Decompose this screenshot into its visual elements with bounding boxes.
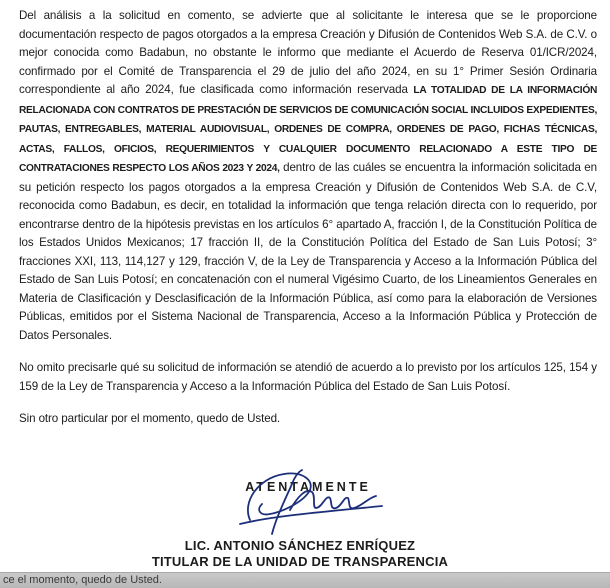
paragraph-farewell: Sin otro particular por el momento, quedo de Usted.: [19, 412, 281, 425]
closing-salutation: ATENTAMENTE: [245, 480, 371, 494]
paragraph-legal-basis: No omito precisarle qué su solicitud de información se atendió de acuerdo a lo previsto por los artículos 125, 154 y 159 de la Ley de Transparencia y Acceso a la Información Pública del Estado de San Luis Potosí.: [19, 361, 597, 393]
underlying-page-fragment: ce el momento, quedo de Usted.: [3, 574, 162, 586]
reserved-information-scope: LA TOTALIDAD DE LA INFORMACIÓN RELACIONADA CON CONTRATOS DE PRESTACIÓN DE SERVICIOS DE COMUNICACIÓN SOCIAL INCLUIDOS EXPEDIENTES, PAUTAS, ENTREGABLES, MATERIAL AUDIOVISUAL, ORDENES DE COMPRA, ORDENES DE PAGO, FICHAS TÉCNICAS, ACTAS, FALLOS, OFICIOS, REQUERIMIENTOS Y CUALQUIER DOCUMENTO RELACIONADO A ESTE TIPO DE CONTRATACIONES RESPECTO LOS AÑOS 2023 Y 2024,: [19, 85, 597, 174]
paragraph-analysis-rest: dentro de las cuáles se encuentra la información solicitada en su petición respecto los pagos otorgados a la empresa Creación y Difusión de Contenidos Web S.A. de C.V, reconocida como Badabun, es decir, en totalidad la información que tenga relación directa con lo requerido, por encontrarse dentro de la hipótesis previstas en los artículos 6° apartado A, fracción I, de la Constitución Política de los Estados Unidos Mexicanos; 17 fracción II, de la Constitución Política del Estado de San Luis Potosí; 3° fracciones XXI, 113, 114,127 y 129, fracción V, de la Ley de Transparencia y Acceso a la Información Pública del Estado de San Luis Potosí; en concatenación con el numeral Vigésimo Cuarto, de los Lineamientos Generales en Materia de Clasificación y Desclasificación de la Información Pública, así como para la elaboración de Versiones Públicas, emitidos por el Sistema Nacional de Transparencia, Acceso a la Información Pública y Protección de Datos Personales.: [19, 161, 597, 342]
paragraph-analysis-lead: Del análisis a la solicitud en comento, se advierte que al solicitante le interesa que se le proporcione documentación respecto de pagos otorgados a la empresa Creación y Difusión de Contenidos Web S.A. de C.V. o mejor conocida como Badabun, no obstante le informo que mediante el Acuerdo de Reserva 01/ICR/2024, confirmado por el Comité de Transparencia el 29 de julio del año 2024, en su 1° Primer Sesión Ordinaria correspondiente al año 2024, fue clasificada como información reservada: [19, 9, 597, 96]
handwritten-signature: [232, 462, 402, 542]
paragraph-analysis: [19, 7, 597, 345]
document-body: [19, 7, 597, 429]
signer-title: TITULAR DE LA UNIDAD DE TRANSPARENCIA: [151, 554, 449, 569]
signer-name: LIC. ANTONIO SÁNCHEZ ENRÍQUEZ: [184, 538, 416, 553]
